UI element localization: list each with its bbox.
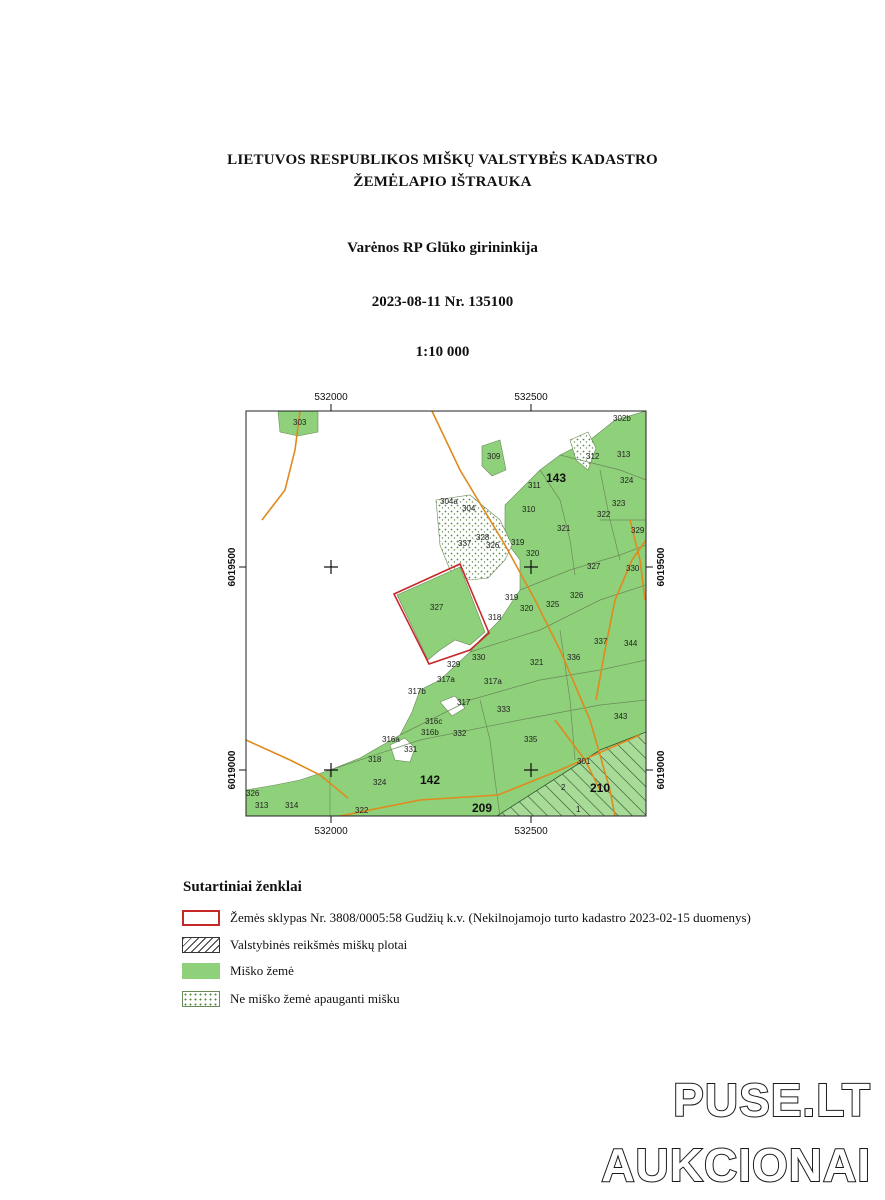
plot-label: 1 — [576, 805, 581, 814]
legend-swatch-hatch — [182, 937, 220, 953]
legend-title: Sutartiniai ženklai — [183, 879, 302, 895]
plot-label: 337 — [594, 637, 608, 646]
plot-label: 327 — [587, 562, 601, 571]
plot-label: 316c — [425, 717, 443, 726]
plot-label: 324 — [373, 778, 387, 787]
plot-label: 317 — [457, 698, 471, 707]
compartment-label: 142 — [420, 773, 441, 787]
plot-label: 301 — [577, 757, 591, 766]
plot-label: 320 — [520, 604, 534, 613]
legend-swatch-parcel — [182, 910, 220, 926]
legend-label: Ne miško žemė apauganti mišku — [230, 991, 400, 1006]
plot-label: 331 — [404, 745, 418, 754]
plot-label: 302b — [613, 414, 631, 423]
legend-label: Valstybinės reikšmės miškų plotai — [230, 937, 408, 952]
plot-label: 311 — [528, 481, 541, 490]
x-tick-label: 532000 — [314, 392, 348, 403]
plot-label: 328 — [476, 533, 490, 542]
y-tick-label: 6019000 — [656, 750, 667, 790]
plot-label: 316a — [382, 735, 400, 744]
legend-item-non-forest — [182, 990, 400, 1008]
plot-label: 303 — [293, 418, 307, 427]
plot-label: 325 — [546, 600, 560, 609]
map-scale: 1:10 000 — [415, 344, 470, 360]
x-tick-label: 532500 — [514, 392, 548, 403]
plot-label: 310 — [522, 505, 536, 514]
watermark-line2: AUKCIONAI — [601, 1139, 871, 1191]
plot-label: 316b — [421, 728, 439, 737]
y-tick-label: 6019000 — [227, 750, 238, 790]
legend-item-forest-land — [182, 962, 294, 980]
y-tick-label: 6019500 — [656, 547, 667, 587]
plot-label: 326 — [246, 789, 260, 798]
legend-item-parcel — [182, 909, 751, 927]
plot-label: 333 — [497, 705, 511, 714]
plot-label: 327 — [430, 603, 444, 612]
y-tick-label: 6019500 — [227, 547, 238, 587]
x-tick-label: 532500 — [514, 826, 548, 837]
plot-label: 313 — [255, 801, 269, 810]
compartment-label: 209 — [472, 801, 493, 815]
plot-label: 329 — [631, 526, 645, 535]
plot-label: 313 — [617, 450, 631, 459]
plot-label: 318 — [368, 755, 382, 764]
compartment-label: 210 — [590, 781, 611, 795]
legend-swatch-dotted — [182, 991, 220, 1007]
plot-label: 2 — [561, 783, 566, 792]
legend-item-state-forest — [182, 936, 407, 954]
plot-label: 344 — [624, 639, 638, 648]
legend-swatch-forest — [182, 963, 220, 979]
plot-label: 337 — [458, 539, 472, 548]
plot-label: 322 — [597, 510, 611, 519]
plot-label: 319 — [511, 538, 525, 547]
plot-label: 317a — [484, 677, 502, 686]
plot-label: 304a — [440, 497, 458, 506]
plot-label: 317a — [437, 675, 455, 684]
legend-label: Miško žemė — [230, 963, 294, 978]
plot-label: 323 — [612, 499, 626, 508]
plot-label: 321 — [530, 658, 544, 667]
date-number: 2023-08-11 Nr. 135100 — [371, 294, 514, 310]
plot-label: 330 — [472, 653, 486, 662]
plot-label: 304 — [462, 504, 476, 513]
x-tick-label: 532000 — [314, 826, 348, 837]
plot-label: 324 — [620, 476, 634, 485]
plot-label: 314 — [285, 801, 299, 810]
plot-label: 336 — [567, 653, 581, 662]
plot-label: 329 — [447, 660, 461, 669]
map-title-line1: LIETUVOS RESPUBLIKOS MIŠKŲ VALSTYBĖS KADASTRO — [227, 152, 658, 168]
forestry-district: Varėnos RP Glūko girininkija — [347, 240, 538, 256]
legend-label: Žemės sklypas Nr. 3808/0005:58 Gudžių k.v. (Nekilnojamojo turto kadastro 2023-02-15 duomenys) — [230, 910, 751, 925]
plot-label: 312 — [586, 452, 600, 461]
plot-label: 317b — [408, 687, 426, 696]
watermark-line1: PUSE.LT — [673, 1074, 871, 1126]
plot-label: 343 — [614, 712, 628, 721]
plot-label: 326 — [486, 541, 500, 550]
plot-label: 309 — [487, 452, 501, 461]
plot-label: 319 — [505, 593, 519, 602]
plot-label: 330 — [626, 564, 640, 573]
plot-label: 320 — [526, 549, 540, 558]
plot-label: 335 — [524, 735, 538, 744]
plot-label: 322 — [355, 806, 369, 815]
plot-label: 318 — [488, 613, 502, 622]
compartment-label: 143 — [546, 471, 567, 485]
map-title-line2: ŽEMĖLAPIO IŠTRAUKA — [353, 174, 532, 190]
plot-label: 332 — [453, 729, 467, 738]
plot-label: 326 — [570, 591, 584, 600]
plot-label: 321 — [557, 524, 571, 533]
